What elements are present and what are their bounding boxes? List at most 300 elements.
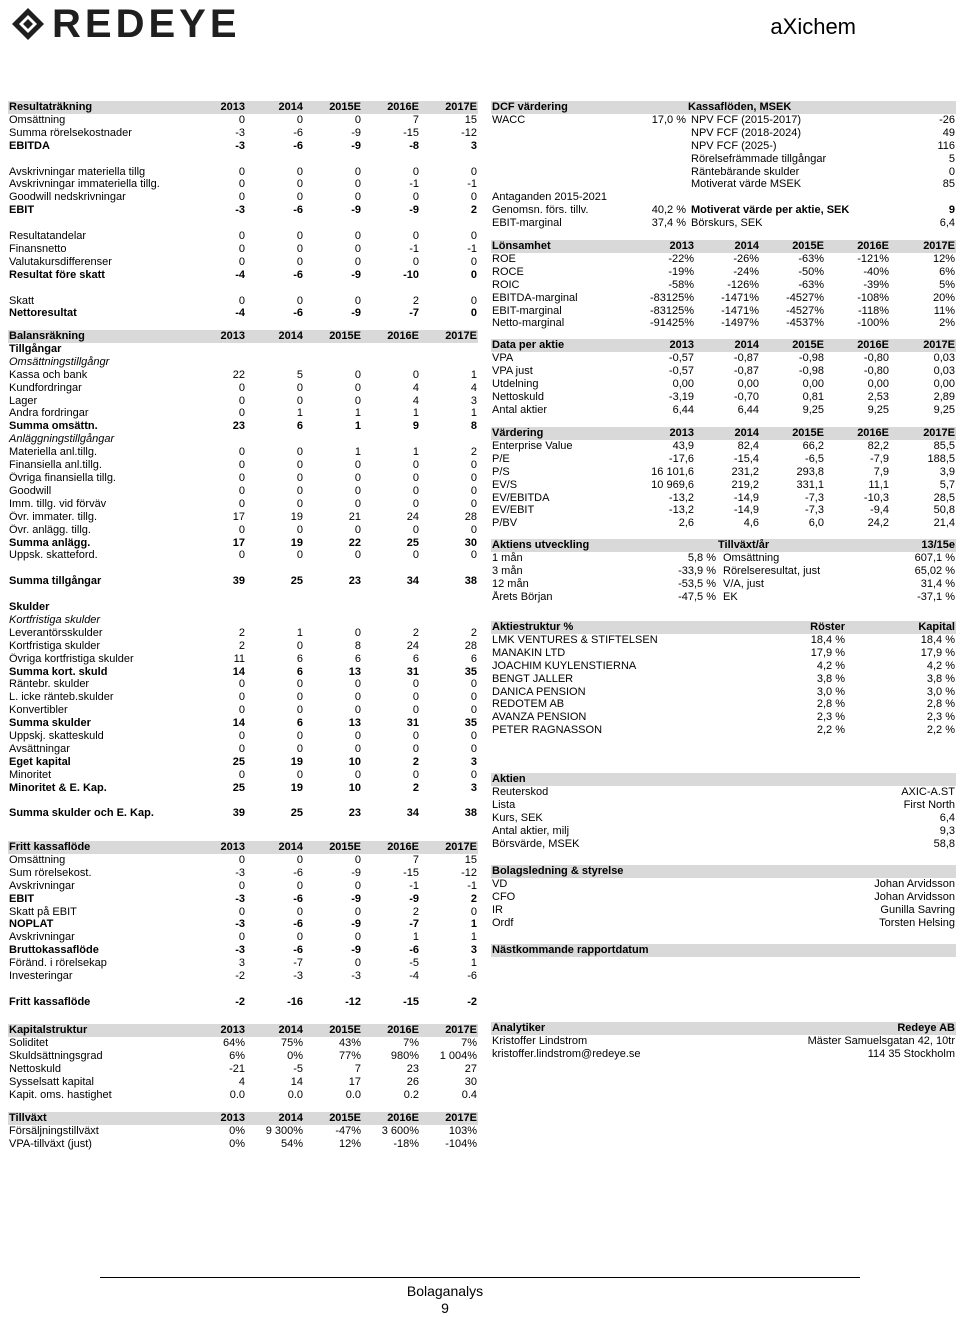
row-label: Fritt kassaflöde bbox=[9, 995, 91, 1008]
row-value bbox=[362, 217, 420, 230]
row-value: 0 bbox=[354, 523, 361, 536]
row-label: Goodwill nedskrivningar bbox=[9, 191, 126, 204]
row-value: 0 bbox=[470, 768, 477, 781]
table-row bbox=[8, 867, 478, 880]
row-value: 9,3 bbox=[939, 824, 955, 837]
table-row bbox=[8, 295, 478, 308]
row-value: 2 bbox=[412, 781, 419, 794]
row-value: -0,87 bbox=[733, 351, 759, 364]
row-value: -6 bbox=[293, 204, 303, 217]
share-header-row bbox=[491, 773, 956, 786]
row-value: 0 bbox=[238, 294, 245, 307]
row-value: 21,4 bbox=[933, 517, 955, 530]
row-value bbox=[304, 795, 362, 808]
table-row bbox=[8, 191, 478, 204]
row-value: -63% bbox=[798, 252, 824, 265]
row-value: -4 bbox=[235, 307, 245, 320]
row-value: 0 bbox=[412, 368, 419, 381]
row-value: 23 bbox=[232, 420, 245, 433]
row-value: 0.4 bbox=[461, 1088, 477, 1101]
row-value: 0 bbox=[296, 471, 303, 484]
balance-header-row bbox=[8, 330, 478, 343]
row-value bbox=[420, 433, 478, 446]
table-row bbox=[8, 269, 478, 282]
year-header: 2016E bbox=[362, 841, 420, 854]
table-row bbox=[8, 678, 478, 691]
row-label: Summa omsättn. bbox=[9, 420, 98, 433]
row-value: 1 bbox=[412, 931, 419, 944]
row-value: 0 bbox=[354, 368, 361, 381]
table-row bbox=[8, 653, 478, 666]
row-value: -3 bbox=[235, 139, 245, 152]
row-value: 0 bbox=[238, 407, 245, 420]
share-title: Aktien bbox=[491, 773, 956, 786]
table-row bbox=[8, 704, 478, 717]
table-row bbox=[8, 459, 478, 472]
row-label: Nettoresultat bbox=[9, 307, 77, 320]
row-value: 0 bbox=[412, 704, 419, 717]
row-label bbox=[8, 795, 188, 808]
row-value: 7% bbox=[403, 1036, 419, 1049]
row-value: 0 bbox=[470, 255, 477, 268]
table-row bbox=[491, 838, 956, 851]
owner-name: REDOTEM AB bbox=[492, 698, 565, 711]
table-row bbox=[8, 893, 478, 906]
row-value bbox=[246, 343, 304, 356]
row-value bbox=[188, 983, 246, 996]
row-value: 0 bbox=[296, 853, 303, 866]
row-value: 10 bbox=[348, 755, 361, 768]
row-value: -15,4 bbox=[733, 452, 759, 465]
row-value: First North bbox=[903, 798, 955, 811]
owners-header-row bbox=[491, 621, 956, 634]
row-value: 0 bbox=[470, 484, 477, 497]
row-label: Avsättningar bbox=[9, 742, 70, 755]
footer-title: Bolaganalys bbox=[406, 1283, 484, 1299]
row-value: Johan Arvidsson bbox=[874, 877, 955, 890]
row-value: 11% bbox=[933, 304, 955, 317]
year-header: 2013 bbox=[636, 240, 695, 253]
row-label: Omsättningstillgångr bbox=[9, 355, 110, 368]
row-value: -12 bbox=[345, 995, 361, 1008]
row-label: P/BV bbox=[492, 517, 518, 530]
year-header: 2017E bbox=[420, 330, 478, 343]
company-name: aXichem bbox=[770, 14, 856, 39]
row-value: -50% bbox=[798, 265, 824, 278]
row-value bbox=[362, 282, 420, 295]
row-value: 0% bbox=[229, 1137, 245, 1150]
row-value: 0 bbox=[354, 905, 361, 918]
income-title: Resultaträkning bbox=[8, 101, 188, 114]
table-row bbox=[8, 957, 478, 970]
row-value: -1497% bbox=[721, 317, 759, 330]
row-value: 14 bbox=[290, 1075, 303, 1088]
owner-votes: 3,8 % bbox=[816, 672, 845, 685]
table-row bbox=[491, 317, 956, 330]
row-label bbox=[8, 588, 188, 601]
row-value: -26% bbox=[733, 252, 759, 265]
row-value: -83125% bbox=[649, 291, 694, 304]
row-value: 15 bbox=[464, 853, 477, 866]
table-row bbox=[491, 479, 956, 492]
row-label: Avskrivningar bbox=[9, 931, 75, 944]
row-value: 0 bbox=[470, 230, 477, 243]
row-value: 5 bbox=[296, 368, 303, 381]
row-value: 11 bbox=[233, 652, 245, 665]
table-row bbox=[491, 365, 956, 378]
row-value: 4 bbox=[412, 394, 419, 407]
row-value: 0 bbox=[354, 394, 361, 407]
row-value: 6 bbox=[412, 652, 419, 665]
row-value: -3 bbox=[235, 918, 245, 931]
profitability-header-row bbox=[491, 240, 956, 253]
row-value bbox=[362, 433, 420, 446]
dcf-header-row bbox=[491, 101, 956, 114]
dcf-left-value: 37,4 % bbox=[651, 217, 686, 229]
row-value: 6 bbox=[470, 652, 477, 665]
row-value: 1 bbox=[354, 407, 361, 420]
period-label: 12 mån bbox=[492, 577, 529, 590]
dcf-right-value: -26 bbox=[939, 113, 955, 126]
year-header: 2014 bbox=[695, 427, 760, 440]
row-value: 34 bbox=[406, 807, 419, 820]
income-statement bbox=[8, 101, 478, 320]
row-value: 6 bbox=[354, 652, 361, 665]
dcf-left-value bbox=[631, 191, 687, 204]
cashflow-header-row bbox=[8, 841, 478, 854]
row-label: Enterprise Value bbox=[492, 439, 573, 452]
row-value: 28,5 bbox=[933, 491, 955, 504]
row-value: 2,6 bbox=[678, 517, 694, 530]
row-value: -9,4 bbox=[870, 504, 889, 517]
row-value: 16 101,6 bbox=[651, 465, 694, 478]
row-value bbox=[304, 356, 362, 369]
row-value: 28 bbox=[464, 639, 477, 652]
year-header: 2017E bbox=[890, 240, 956, 253]
table-row bbox=[491, 565, 956, 578]
growth-label: V/A, just bbox=[723, 577, 764, 590]
table-row bbox=[491, 166, 956, 179]
row-value: 0 bbox=[296, 294, 303, 307]
cash-flow bbox=[8, 841, 478, 1009]
row-value: 31 bbox=[406, 665, 419, 678]
dcf-right-label: Räntebärande skulder bbox=[691, 165, 800, 178]
row-value: 0 bbox=[354, 768, 361, 781]
row-value: -47% bbox=[335, 1124, 361, 1137]
brand-logo bbox=[10, 4, 241, 44]
row-value: 0 bbox=[412, 471, 419, 484]
table-row bbox=[8, 498, 478, 511]
table-row bbox=[8, 356, 478, 369]
row-value bbox=[362, 343, 420, 356]
profitability-table bbox=[491, 240, 956, 330]
row-value: 9 300% bbox=[265, 1124, 303, 1137]
row-value: 0 bbox=[354, 626, 361, 639]
dcf-right-value: 116 bbox=[937, 139, 955, 152]
row-value bbox=[304, 343, 362, 356]
row-value: -7,3 bbox=[805, 504, 824, 517]
valuation bbox=[491, 427, 956, 530]
row-value: 8 bbox=[470, 420, 477, 433]
row-value: -118% bbox=[858, 304, 889, 317]
row-value: 35 bbox=[464, 665, 477, 678]
row-value bbox=[362, 356, 420, 369]
row-label: Försäljningstillväxt bbox=[9, 1124, 99, 1137]
valuation-header-row bbox=[491, 427, 956, 440]
year-header: 2017E bbox=[420, 101, 478, 114]
row-value: 0,81 bbox=[802, 390, 824, 403]
row-value bbox=[246, 356, 304, 369]
analyst-firm: Redeye AB bbox=[721, 1022, 956, 1035]
table-row bbox=[491, 917, 956, 930]
row-value: 6 bbox=[296, 665, 303, 678]
table-row bbox=[491, 825, 956, 838]
row-value: -3 bbox=[235, 126, 245, 139]
row-value: 24 bbox=[406, 510, 419, 523]
period-title: 13/15e bbox=[877, 539, 956, 552]
row-value bbox=[246, 217, 304, 230]
row-value: -104% bbox=[445, 1137, 477, 1150]
row-value: 34 bbox=[406, 575, 419, 588]
row-value: 6 bbox=[296, 652, 303, 665]
year-header: 2017E bbox=[890, 427, 956, 440]
row-value: 0,00 bbox=[933, 377, 955, 390]
table-row bbox=[8, 1138, 478, 1151]
growth-title: Tillväxt bbox=[8, 1112, 188, 1125]
row-value: 23 bbox=[348, 575, 361, 588]
row-value: 22 bbox=[232, 368, 245, 381]
dcf-right-value: 5 bbox=[948, 152, 955, 165]
row-value bbox=[304, 153, 362, 166]
row-value: 0 bbox=[238, 742, 245, 755]
row-label: Lista bbox=[492, 798, 516, 811]
profitability-title: Lönsamhet bbox=[491, 240, 636, 253]
row-value: 0 bbox=[296, 742, 303, 755]
row-label: L. icke ränteb.skulder bbox=[9, 691, 114, 704]
row-label: Summa rörelsekostnader bbox=[9, 126, 132, 139]
row-label: Materiella anl.tillg. bbox=[9, 446, 98, 459]
row-value: 1 bbox=[296, 626, 303, 639]
board-title: Bolagsledning & styrelse bbox=[491, 865, 956, 878]
table-row bbox=[491, 466, 956, 479]
row-value: 0 bbox=[296, 704, 303, 717]
row-value: -10,3 bbox=[863, 491, 889, 504]
year-header: 2015E bbox=[760, 339, 825, 352]
stockdev-title: Aktiens utveckling bbox=[491, 539, 621, 552]
row-value: 103% bbox=[448, 1124, 477, 1137]
next-report-date bbox=[491, 944, 956, 957]
row-value: 14 bbox=[232, 665, 245, 678]
table-row bbox=[8, 166, 478, 179]
row-value: 0 bbox=[354, 691, 361, 704]
table-row bbox=[491, 578, 956, 591]
row-value: 17 bbox=[232, 536, 245, 549]
row-value: 0 bbox=[238, 768, 245, 781]
row-value: 0.0 bbox=[287, 1088, 303, 1101]
row-value: 9 bbox=[412, 420, 419, 433]
management-board bbox=[491, 865, 956, 930]
row-value: 331,1 bbox=[796, 478, 824, 491]
row-value: -2 bbox=[235, 995, 245, 1008]
row-value: -17,6 bbox=[668, 452, 694, 465]
row-value: 2 bbox=[412, 626, 419, 639]
owner-votes: 18,4 % bbox=[810, 633, 845, 646]
row-value: 3,9 bbox=[939, 465, 955, 478]
row-value: 2 bbox=[412, 294, 419, 307]
dcf-valuation bbox=[491, 101, 956, 229]
owner-capital: 2,3 % bbox=[926, 711, 955, 724]
row-value: 23 bbox=[348, 807, 361, 820]
row-value: 0 bbox=[354, 742, 361, 755]
row-value: 0 bbox=[296, 879, 303, 892]
row-value bbox=[362, 588, 420, 601]
row-value: 9,25 bbox=[867, 403, 889, 416]
table-row bbox=[491, 647, 956, 660]
table-row bbox=[8, 970, 478, 983]
capital-header: Kapital bbox=[846, 621, 956, 634]
row-value: -9 bbox=[351, 866, 361, 879]
dcf-right-label: NPV FCF (2015-2017) bbox=[691, 113, 802, 126]
year-header: 2016E bbox=[362, 330, 420, 343]
row-value bbox=[188, 588, 246, 601]
row-label: NOPLAT bbox=[9, 918, 54, 931]
table-row bbox=[8, 944, 478, 957]
row-value: 7 bbox=[354, 1062, 361, 1075]
row-value: -3,19 bbox=[668, 390, 694, 403]
row-value: 6% bbox=[229, 1049, 245, 1062]
empty-cell bbox=[631, 101, 687, 114]
row-value: -1471% bbox=[721, 304, 759, 317]
row-value: 0.0 bbox=[229, 1088, 245, 1101]
row-value: 0 bbox=[412, 768, 419, 781]
row-value: 0 bbox=[412, 678, 419, 691]
row-label: Nettoskuld bbox=[492, 390, 544, 403]
table-row bbox=[491, 279, 956, 292]
row-label: Skatt bbox=[9, 294, 35, 307]
year-header: 2013 bbox=[188, 1024, 246, 1037]
owner-capital: 2,8 % bbox=[926, 698, 955, 711]
table-row bbox=[8, 153, 478, 166]
row-value: 188,5 bbox=[927, 452, 955, 465]
stockdev-header-row bbox=[491, 539, 956, 552]
row-value: -3 bbox=[351, 970, 361, 983]
row-value: 0 bbox=[354, 678, 361, 691]
row-value: -14,9 bbox=[733, 504, 759, 517]
table-row bbox=[491, 178, 956, 191]
row-value bbox=[188, 433, 246, 446]
table-row bbox=[8, 640, 478, 653]
dcf-left-label bbox=[491, 127, 631, 140]
year-header: 2013 bbox=[188, 330, 246, 343]
row-value: -18% bbox=[393, 1137, 419, 1150]
row-label: EV/S bbox=[492, 478, 518, 491]
row-label: Resultat före skatt bbox=[9, 268, 105, 281]
table-row bbox=[8, 204, 478, 217]
row-value bbox=[420, 614, 478, 627]
row-value: 0 bbox=[296, 394, 303, 407]
row-label: Leverantörsskulder bbox=[9, 626, 103, 639]
row-value bbox=[188, 343, 246, 356]
row-value: 0 bbox=[238, 549, 245, 562]
row-value: -9 bbox=[409, 204, 419, 217]
table-row bbox=[8, 614, 478, 627]
row-value: 0 bbox=[354, 931, 361, 944]
row-value bbox=[420, 601, 478, 614]
row-label: Övr. immater. tillg. bbox=[9, 510, 98, 523]
row-value bbox=[304, 562, 362, 575]
table-row bbox=[8, 627, 478, 640]
row-value: 19 bbox=[290, 781, 303, 794]
row-value: 0 bbox=[296, 484, 303, 497]
owner-name: BENGT JALLER bbox=[492, 672, 574, 685]
year-header: 2015E bbox=[304, 841, 362, 854]
page-footer bbox=[0, 1283, 890, 1317]
row-value: 30 bbox=[464, 536, 477, 549]
row-value: 23 bbox=[406, 1062, 419, 1075]
year-header: 2014 bbox=[246, 330, 304, 343]
row-label: VPA just bbox=[492, 364, 533, 377]
analyst-table bbox=[491, 1022, 956, 1061]
row-label: Summa anlägg. bbox=[9, 536, 91, 549]
growth-value: 31,4 % bbox=[920, 577, 955, 590]
owner-votes: 2,2 % bbox=[816, 724, 845, 737]
row-value: 6,44 bbox=[737, 403, 759, 416]
dcf-left-label: Genomsn. förs. tillv. bbox=[492, 204, 589, 217]
row-label bbox=[8, 153, 188, 166]
row-label: Omsättning bbox=[9, 853, 66, 866]
row-value: 0 bbox=[296, 230, 303, 243]
row-value: -15 bbox=[403, 126, 419, 139]
row-value: 0 bbox=[238, 178, 245, 191]
row-value: 0 bbox=[354, 381, 361, 394]
row-value: -121% bbox=[857, 252, 889, 265]
row-value: -9 bbox=[351, 204, 361, 217]
dcf-right-value: 85 bbox=[942, 178, 955, 191]
row-value: -3 bbox=[235, 944, 245, 957]
table-row bbox=[491, 786, 956, 799]
row-value: -7 bbox=[409, 307, 419, 320]
balance-sheet bbox=[8, 330, 478, 820]
profitability bbox=[491, 240, 956, 330]
year-header: 2013 bbox=[188, 1112, 246, 1125]
dcf-right-label bbox=[687, 191, 877, 204]
analyst-title: Analytiker bbox=[491, 1022, 721, 1035]
row-value: 0 bbox=[354, 255, 361, 268]
table-row bbox=[8, 178, 478, 191]
row-value: 0 bbox=[412, 230, 419, 243]
table-row bbox=[491, 904, 956, 917]
row-value: 0 bbox=[296, 768, 303, 781]
row-value: 0 bbox=[296, 165, 303, 178]
row-label: Föränd. i rörelsekap bbox=[9, 957, 107, 970]
row-label: EBIT-marginal bbox=[492, 304, 562, 317]
owner-name: JOACHIM KUYLENSTIERNA bbox=[492, 659, 637, 672]
row-value: -126% bbox=[727, 278, 759, 291]
dcf-left-label bbox=[491, 140, 631, 153]
row-value: -0,87 bbox=[733, 364, 759, 377]
period-value: 5,8 % bbox=[687, 551, 716, 564]
row-value: 77% bbox=[338, 1049, 361, 1062]
row-value: 6,4 bbox=[939, 811, 955, 824]
row-label: Tillgångar bbox=[9, 342, 62, 355]
table-row bbox=[491, 660, 956, 673]
row-value bbox=[188, 356, 246, 369]
row-value: 0 bbox=[354, 471, 361, 484]
period-value: -53,5 % bbox=[678, 577, 716, 590]
valuation-title: Värdering bbox=[491, 427, 636, 440]
row-value: 0 bbox=[354, 879, 361, 892]
owner-name: DANICA PENSION bbox=[492, 685, 586, 698]
